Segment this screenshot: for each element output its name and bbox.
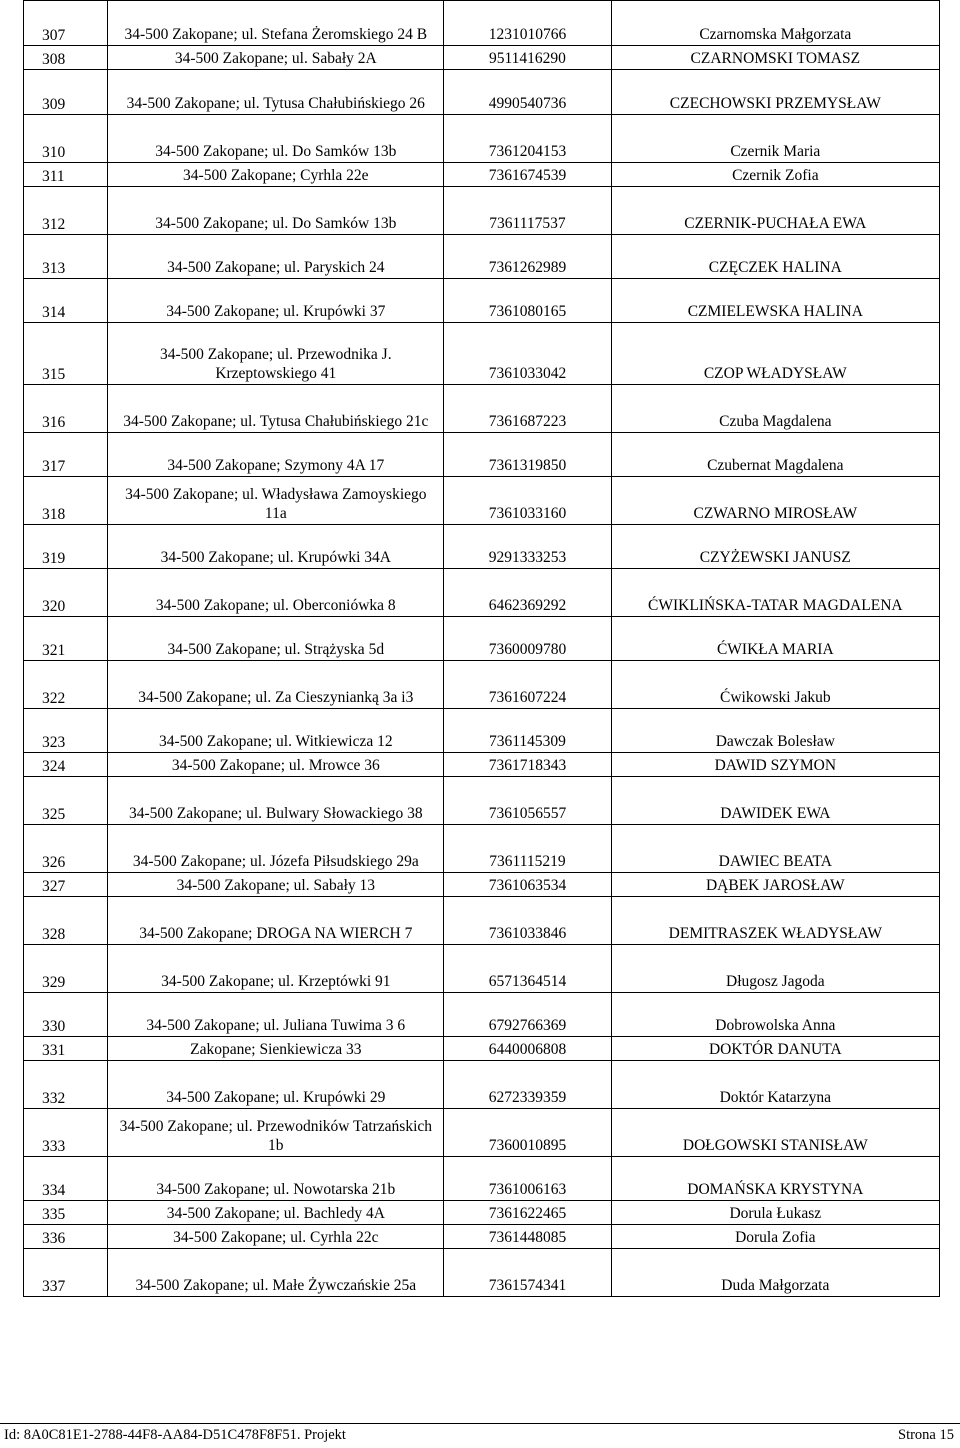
name-cell: DOŁGOWSKI STANISŁAW [611,1109,939,1157]
nip-cell: 7361204153 [444,115,611,163]
table-row [24,477,940,525]
address-cell: 34-500 Zakopane; ul. Juliana Tuwima 3 6 [108,993,444,1037]
nip-cell: 7361674539 [444,163,611,187]
name-cell: DOKTÓR DANUTA [611,1037,939,1061]
name-cell: Dawczak Bolesław [611,709,939,753]
row-number: 315 [24,323,108,385]
name-cell: Ćwikowski Jakub [611,661,939,709]
nip-cell: 6440006808 [444,1037,611,1061]
nip-cell: 7361006163 [444,1157,611,1201]
nip-cell: 7361063534 [444,873,611,897]
name-cell: DAWID SZYMON [611,753,939,777]
row-number: 337 [24,1249,108,1297]
name-cell: DĄBEK JAROSŁAW [611,873,939,897]
table-row [24,1,940,46]
table-row [24,46,940,70]
name-cell: Czernik Maria [611,115,939,163]
row-number: 336 [24,1225,108,1249]
address-cell: 34-500 Zakopane; ul. Nowotarska 21b [108,1157,444,1201]
nip-cell: 9511416290 [444,46,611,70]
footer-document-id: Id: 8A0C81E1-2788-44F8-AA84-D51C478F8F51. Projekt [4,1427,346,1443]
table-row [24,70,940,115]
nip-cell: 7361319850 [444,433,611,477]
table-row [24,163,940,187]
table-row [24,279,940,323]
nip-cell: 7361718343 [444,753,611,777]
nip-cell: 6462369292 [444,569,611,617]
table-row [24,323,940,385]
table-row [24,525,940,569]
row-number: 308 [24,46,108,70]
name-cell: Czarnomska Małgorzata [611,1,939,46]
nip-cell: 7361117537 [444,187,611,235]
row-number: 325 [24,777,108,825]
nip-cell: 4990540736 [444,70,611,115]
nip-cell: 7361080165 [444,279,611,323]
nip-cell: 7361574341 [444,1249,611,1297]
address-cell: 34-500 Zakopane; ul. Józefa Piłsudskiego 29a [108,825,444,873]
name-cell: CZMIELEWSKA HALINA [611,279,939,323]
nip-cell: 7361262989 [444,235,611,279]
table-row [24,945,940,993]
name-cell: CZECHOWSKI PRZEMYSŁAW [611,70,939,115]
row-number: 314 [24,279,108,323]
table-row [24,993,940,1037]
nip-cell: 7361687223 [444,385,611,433]
table-row [24,433,940,477]
name-cell: ĆWIKLIŃSKA-TATAR MAGDALENA [611,569,939,617]
address-cell: 34-500 Zakopane; ul. Witkiewicza 12 [108,709,444,753]
row-number: 330 [24,993,108,1037]
address-cell: 34-500 Zakopane; ul. Krzeptówki 91 [108,945,444,993]
row-number: 310 [24,115,108,163]
address-cell: 34-500 Zakopane; ul. Bachledy 4A [108,1201,444,1225]
name-cell: CZERNIK-PUCHAŁA EWA [611,187,939,235]
nip-cell: 7361145309 [444,709,611,753]
row-number: 307 [24,1,108,46]
address-cell: 34-500 Zakopane; ul. Bulwary Słowackiego 38 [108,777,444,825]
row-number: 312 [24,187,108,235]
address-cell: 34-500 Zakopane; ul. Tytusa Chałubińskiego 26 [108,70,444,115]
nip-cell: 7361448085 [444,1225,611,1249]
table-row [24,825,940,873]
name-cell: Doktór Katarzyna [611,1061,939,1109]
address-cell: 34-500 Zakopane; ul. Władysława Zamoyskiego 11a [108,477,444,525]
row-number: 323 [24,709,108,753]
address-cell: 34-500 Zakopane; ul. Krupówki 34A [108,525,444,569]
table-row [24,235,940,279]
address-cell: 34-500 Zakopane; ul. Do Samków 13b [108,187,444,235]
row-number: 328 [24,897,108,945]
row-number: 327 [24,873,108,897]
footer-page-number: Strona 15 [898,1427,954,1443]
table-row [24,115,940,163]
row-number: 322 [24,661,108,709]
row-number: 317 [24,433,108,477]
row-number: 318 [24,477,108,525]
address-cell: 34-500 Zakopane; ul. Małe Żywczańskie 25a [108,1249,444,1297]
name-cell: CZWARNO MIROSŁAW [611,477,939,525]
address-cell: 34-500 Zakopane; ul. Krupówki 37 [108,279,444,323]
table-row [24,1109,940,1157]
address-cell: 34-500 Zakopane; DROGA NA WIERCH 7 [108,897,444,945]
table-row [24,1249,940,1297]
name-cell: DOMAŃSKA KRYSTYNA [611,1157,939,1201]
name-cell: CZOP WŁADYSŁAW [611,323,939,385]
name-cell: Duda Małgorzata [611,1249,939,1297]
row-number: 321 [24,617,108,661]
address-cell: 34-500 Zakopane; ul. Do Samków 13b [108,115,444,163]
row-number: 331 [24,1037,108,1061]
row-number: 316 [24,385,108,433]
table-row [24,617,940,661]
name-cell: Dorula Zofia [611,1225,939,1249]
name-cell: Czuba Magdalena [611,385,939,433]
address-cell: 34-500 Zakopane; ul. Sabały 2A [108,46,444,70]
address-cell: 34-500 Zakopane; ul. Przewodników Tatrzańskich 1b [108,1109,444,1157]
name-cell: CZĘCZEK HALINA [611,235,939,279]
address-cell: 34-500 Zakopane; ul. Stefana Żeromskiego 24 B [108,1,444,46]
name-cell: Dorula Łukasz [611,1201,939,1225]
row-number: 311 [24,163,108,187]
address-cell: 34-500 Zakopane; Szymony 4A 17 [108,433,444,477]
row-number: 324 [24,753,108,777]
nip-cell: 9291333253 [444,525,611,569]
address-cell: 34-500 Zakopane; ul. Strążyska 5d [108,617,444,661]
nip-cell: 7360010895 [444,1109,611,1157]
nip-cell: 7361033042 [444,323,611,385]
address-cell: 34-500 Zakopane; ul. Tytusa Chałubińskiego 21c [108,385,444,433]
table-row [24,777,940,825]
address-cell: 34-500 Zakopane; Cyrhla 22e [108,163,444,187]
table-row [24,753,940,777]
nip-cell: 7360009780 [444,617,611,661]
nip-cell: 6272339359 [444,1061,611,1109]
address-cell: 34-500 Zakopane; ul. Mrowce 36 [108,753,444,777]
table-row [24,1225,940,1249]
table-row [24,873,940,897]
row-number: 326 [24,825,108,873]
address-cell: 34-500 Zakopane; ul. Sabały 13 [108,873,444,897]
table-row [24,1157,940,1201]
row-number: 329 [24,945,108,993]
name-cell: DAWIEC BEATA [611,825,939,873]
table-row [24,385,940,433]
nip-cell: 1231010766 [444,1,611,46]
row-number: 320 [24,569,108,617]
nip-cell: 6571364514 [444,945,611,993]
address-cell: 34-500 Zakopane; ul. Za Cieszynianką 3a i3 [108,661,444,709]
name-cell: CZARNOMSKI TOMASZ [611,46,939,70]
table-row [24,1201,940,1225]
name-cell: Dobrowolska Anna [611,993,939,1037]
table-row [24,187,940,235]
nip-cell: 6792766369 [444,993,611,1037]
address-cell: 34-500 Zakopane; ul. Cyrhla 22c [108,1225,444,1249]
table-row [24,1037,940,1061]
row-number: 335 [24,1201,108,1225]
row-number: 333 [24,1109,108,1157]
name-cell: Długosz Jagoda [611,945,939,993]
nip-cell: 7361622465 [444,1201,611,1225]
table-row [24,569,940,617]
records-table [23,0,940,1297]
nip-cell: 7361033160 [444,477,611,525]
name-cell: DEMITRASZEK WŁADYSŁAW [611,897,939,945]
name-cell: CZYŻEWSKI JANUSZ [611,525,939,569]
nip-cell: 7361607224 [444,661,611,709]
address-cell: 34-500 Zakopane; ul. Krupówki 29 [108,1061,444,1109]
address-cell: Zakopane; Sienkiewicza 33 [108,1037,444,1061]
nip-cell: 7361115219 [444,825,611,873]
row-number: 309 [24,70,108,115]
records-table-body [24,1,940,1297]
nip-cell: 7361033846 [444,897,611,945]
name-cell: Czubernat Magdalena [611,433,939,477]
address-cell: 34-500 Zakopane; ul. Paryskich 24 [108,235,444,279]
table-row [24,897,940,945]
row-number: 332 [24,1061,108,1109]
row-number: 319 [24,525,108,569]
row-number: 313 [24,235,108,279]
row-number: 334 [24,1157,108,1201]
address-cell: 34-500 Zakopane; ul. Oberconiówka 8 [108,569,444,617]
name-cell: ĆWIKŁA MARIA [611,617,939,661]
nip-cell: 7361056557 [444,777,611,825]
address-cell: 34-500 Zakopane; ul. Przewodnika J. Krzeptowskiego 41 [108,323,444,385]
table-row [24,661,940,709]
name-cell: Czernik Zofia [611,163,939,187]
page-footer [0,1423,960,1448]
name-cell: DAWIDEK EWA [611,777,939,825]
table-row [24,1061,940,1109]
table-row [24,709,940,753]
